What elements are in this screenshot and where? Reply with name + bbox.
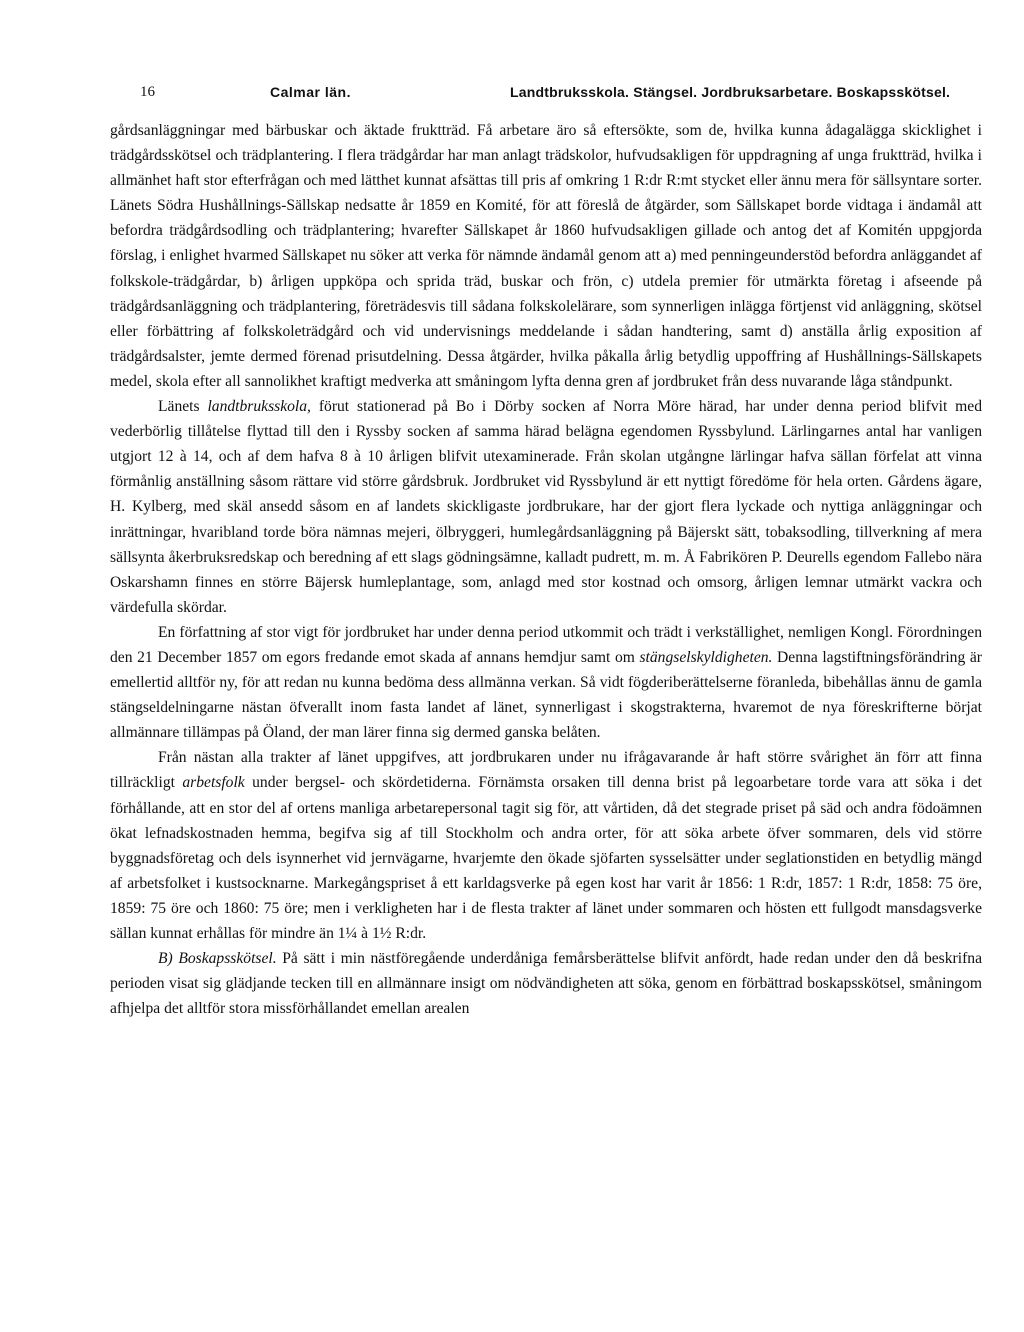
text-run: gårdsanläggningar med bärbuskar och äktade fruktträd. Få arbetare äro så eftersökte, som de, hvilka kunna ådagalägga skicklighet i trädgårdsskötsel och trädplantering. I flera trädgårdar har man anlagt trädskolor, hufvudsakligen för uppdragning af unga fruktträd, hvilka i allmänhet haft stor efterfrågan och med lätthet kunnat afsättas till pris af omkring 1 R:dr R:mt stycket eller ännu mera för sällsyntare sorter. Länets Södra Hushållnings-Sällskap nedsatte år 1859 en Komité, för att föreslå de åtgärder, som Sällskapet borde vidtaga i ändamål att befordra trädgårdsodling och trädplantering; hvarefter Sällskapet år 1860 hufvudsakligen gillade och antog det af Komitén uppgjorda förslag, i enlighet hvarmed Sällskapet nu söker att verka för nämnde ändamål genom att a) med penningeunderstöd befordra anläggandet af folkskole-trädgårdar, b) årligen uppköpa och sprida träd, buskar och frön, c) utdela premier för utmärkta företag i afseende på trädgårdsanläggning och trädplantering, företrädesvis till sådana folkskolelärare, som synnerligen inlägga förtjenst vid anläggning, skötsel eller förbättring af folkskoleträdgård och vid undervisnings meddelande i sådan handtering, samt d) anställa årlig exposition af trädgårdsalster, jemte dermed förenad prisutdelning. Dessa åtgärder, hvilka påkalla årlig betydlig uppoffring af Hushållnings-Sällskapets medel, skola efter all sannolikhet kraftigt medverka att småningom lyfta denna gren af jordbruket från dess nuvarande låga ståndpunkt. — [110, 122, 982, 390]
paragraph-labour — [110, 745, 982, 946]
italic-phrase: stängselskyldigheten. — [639, 648, 773, 666]
paragraph-fencing — [110, 620, 982, 745]
text-run: under bergsel- och skördetiderna. Förnämsta orsaken till denna brist på legoarbetare torde vara att söka i det förhållande, att en stor del af ortens manliga arbetarepersonal tagit sig för, att vårtiden, då det stegrade priset på säd och andra födoämnen ökat lefnadskostnaden hemma, begifva sig af till Stockholm och andra orter, för att söka arbete öfver sommaren, dels vid större byggnadsföretag och dels isynnerhet vid jernvägarne, hvarjemte den ökade sjöfarten sysselsätter under seglationstiden en betydlig mängd af arbetsfolket i kustsocknarne. Markegångspriset å ett karldagsverke på egen kost har varit år 1856: 1 R:dr, 1857: 1 R:dr, 1858: 75 öre, 1859: 75 öre och 1860: 75 öre; men i verkligheten har i de flesta trakter af länet under sommaren och hösten ett fullgodt mansdagsverke sällan kunnat erhållas för mindre än 1¼ à 1½ R:dr. — [110, 774, 982, 942]
text-run: Denna lagstiftningsförändring är emellertid alltför ny, för att redan nu kunna bedöma dess allmänna verkan. Så vidt fögderiberättelserne föranleda, bibehållas ännu de gamla stängseldelningarne nästan öfverallt inom fasta landet af länet, synnerligast i skogstrakterna, hvaremot de nya föreskrifterne börjat allmännare tillämpas på Öland, der man lärer finna sig dermed ganska belåten. — [110, 648, 982, 742]
paragraph-gardens — [110, 118, 982, 394]
italic-phrase: landtbruksskola, — [207, 398, 311, 416]
topics-heading: Landtbruksskola. Stängsel. Jordbruksarbetare. Boskapsskötsel. — [510, 84, 951, 100]
paragraph-livestock — [110, 946, 982, 1021]
text-run: På sätt i min nästföregående underdåniga femårsberättelse blifvit anfördt, hade redan under den då beskrifna perioden visat sig glädjande tecken till en allmännare insigt om nödvändigheten att söka, genom en förbättrad boskapsskötsel, småningom afhjelpa det alltför stora missförhållandet emellan arealen — [110, 950, 982, 1018]
text-run: Länets — [158, 398, 208, 416]
text-run: En författning af stor vigt för jordbruket har under denna period utkommit och trädt i verkställighet, nemligen Kongl. Förordningen den 21 December 1857 om egors fredande emot skada af annans hemdjur samt om — [110, 623, 982, 666]
running-head — [112, 84, 962, 108]
text-run: förut stationerad på Bo i Dörby socken af Norra Möre härad, har under denna period blifvit med vederbörlig tillåtelse flyttad till den i Ryssby socken af samma härad belägna egendomen Ryssbylund. Lärlingarnes antal har vanligen utgjort 12 à 14, och af dem hafva 8 à 10 årligen blifvit utexaminerade. Från skolan utgångne lärlingar hafva sällan förfelat att vinna förmånlig anställning såsom rättare vid större gårdsbruk. Jordbruket vid Ryssbylund är ett nyttigt föredöme för hela orten. Gårdens ägare, H. Kylberg, med skäl ansedd såsom en af landets skickligaste jordbrukare, har der gjort flera lyckade och nyttiga anläggningar och inrättningar, hvaribland torde böra nämnas mejeri, ölbryggeri, humlegårdsanläggning på Bäjerskt sätt, tobaksodling, tillverkning af mera sällsynta åkerbruksredskap och beredning af ett slags gödningsämne, kalladt pudrett, m. m. Å Fabrikören P. Deurells egendom Fallebo nära Oskarshamn finnes en större Bäjersk humleplantage, som, anlagd med stor kostnad och omsorg, årligen lemnar utmärkt vackra och värdefulla skördar. — [110, 398, 982, 616]
county-heading: Calmar län. — [270, 84, 351, 100]
italic-phrase: arbetsfolk — [182, 774, 245, 792]
text-run: Från nästan alla trakter af länet uppgifves, att jordbrukaren under nu ifrågavarande år haft större svårighet än förr att finna tillräckligt — [110, 749, 982, 792]
body-text — [110, 118, 982, 1021]
page-number: 16 — [140, 84, 155, 100]
paragraph-agricultural-school — [110, 394, 982, 620]
italic-phrase: B) Boskapsskötsel. — [158, 950, 277, 968]
